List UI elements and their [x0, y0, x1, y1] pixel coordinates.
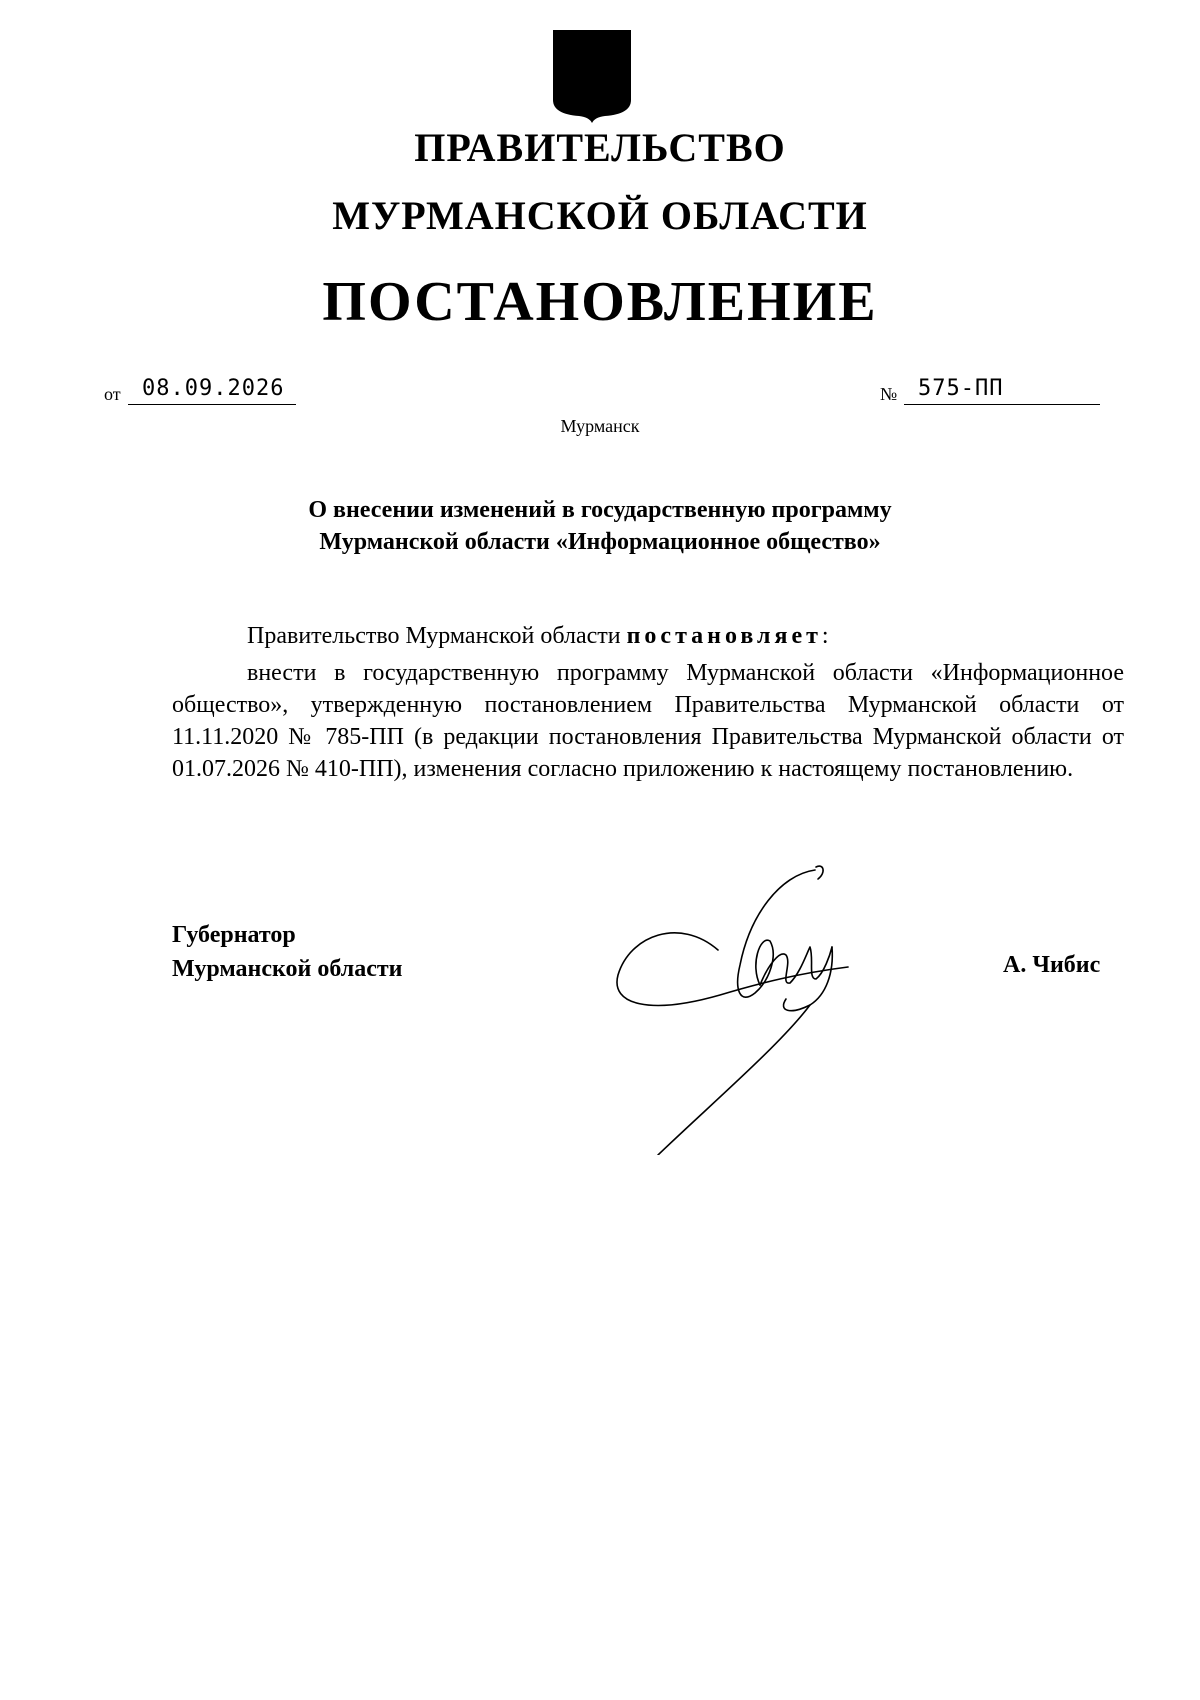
- decree-intro: [247, 623, 829, 650]
- handwritten-signature-icon: [610, 855, 860, 1155]
- date-label: от: [104, 384, 121, 404]
- authority-title-line1: ПРАВИТЕЛЬСТВО: [414, 125, 786, 170]
- signatory-title-line1: Губернатор: [172, 922, 296, 948]
- decree-intro-text: Правительство Мурманской области: [247, 623, 621, 649]
- coat-of-arms-emblem-icon: [551, 28, 633, 124]
- signatory-name: А. Чибис: [1003, 952, 1101, 978]
- subject-line2: Мурманской области «Информационное общество»: [319, 529, 881, 555]
- decree-body-text: внести в государственную программу Мурманской области «Информационное общество», утвержденную постановлением Правительства Мурманской области от 11.11.2020 № 785-ПП (в редакции постановления Правительства Мурманской области от 01.07.2026 № 410-ПП), изменения согласно приложению к настоящему постановлению.: [172, 660, 1124, 782]
- document-city: Мурманск: [560, 416, 640, 436]
- subject-line1: О внесении изменений в государственную программу: [308, 497, 892, 523]
- number-label: №: [880, 384, 898, 404]
- document-subject: [150, 494, 1050, 558]
- decree-word: постановляет: [626, 623, 822, 649]
- document-type-title: ПОСТАНОВЛЕНИЕ: [322, 271, 878, 333]
- signatory-title-line2: Мурманской области: [172, 956, 403, 982]
- number-value: 575-ПП: [918, 376, 1004, 401]
- number-underline: [904, 404, 1100, 405]
- signatory-title: [172, 918, 402, 986]
- decree-intro-end: :: [821, 623, 829, 649]
- date-value: 08.09.2026: [142, 376, 285, 401]
- date-underline: [128, 404, 296, 405]
- authority-title-line2: МУРМАНСКОЙ ОБЛАСТИ: [332, 193, 868, 238]
